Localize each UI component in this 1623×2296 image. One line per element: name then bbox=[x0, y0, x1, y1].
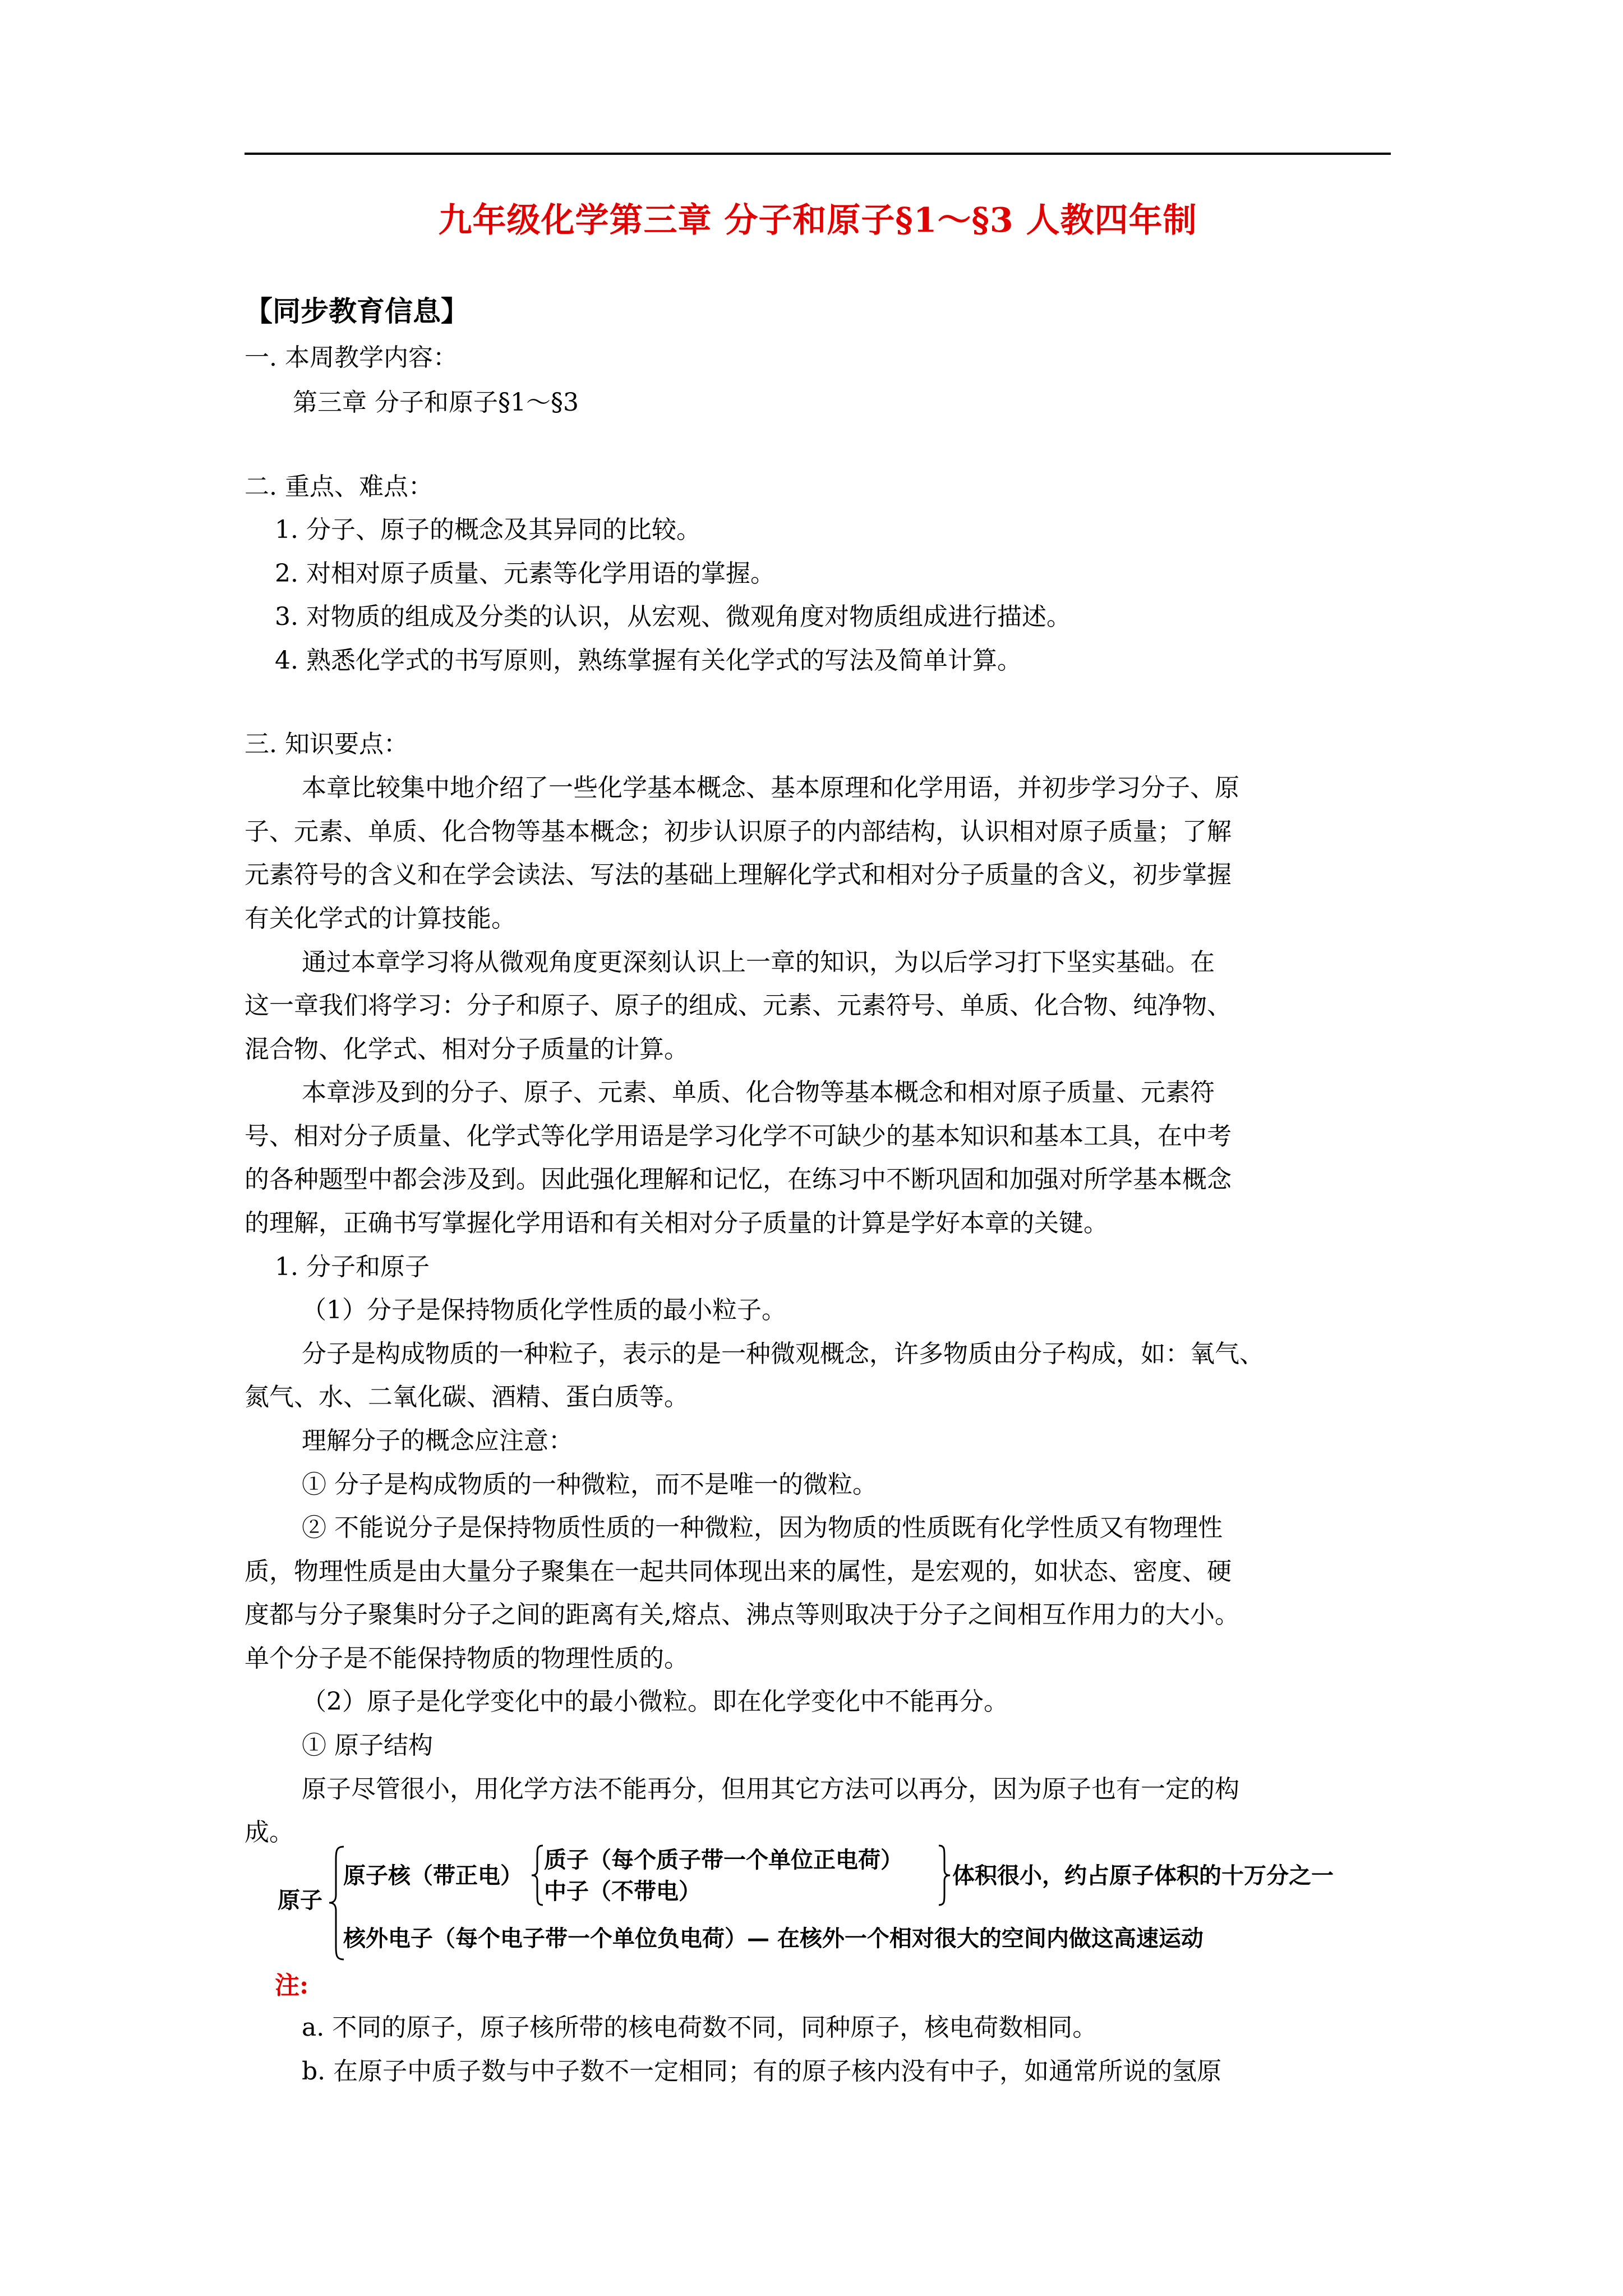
atom-definition: （2）原子是化学变化中的最小微粒。即在化学变化中不能再分。 bbox=[302, 1687, 1008, 1716]
para-4-line: 氮气、水、二氧化碳、酒精、蛋白质等。 bbox=[245, 1383, 689, 1411]
right-brace bbox=[938, 1844, 951, 1906]
para-3-line: 本章涉及到的分子、原子、元素、单质、化合物等基本概念和相对原子质量、元素符 bbox=[302, 1078, 1215, 1107]
para-4-line: 分子是构成物质的一种粒子，表示的是一种微观概念，许多物质由分子构成，如：氧气、 bbox=[302, 1340, 1264, 1368]
para-1-line: 子、元素、单质、化合物等基本概念；初步认识原子的内部结构，认识相对原子质量；了解 bbox=[245, 817, 1232, 846]
molecule-definition: （1）分子是保持物质化学性质的最小粒子。 bbox=[302, 1296, 786, 1324]
left-brace-inner bbox=[531, 1844, 544, 1906]
diagram-proton: 质子（每个质子带一个单位正电荷） bbox=[544, 1847, 903, 1873]
note-2-line: 单个分子是不能保持物质的物理性质的。 bbox=[245, 1644, 689, 1673]
key-point-4: 4. 熟悉化学式的书写原则，熟练掌握有关化学式的写法及简单计算。 bbox=[275, 646, 1022, 675]
section-3-heading: 三. 知识要点： bbox=[245, 730, 408, 758]
para-1-line: 元素符号的含义和在学会读法、写法的基础上理解化学式和相对分子质量的含义，初步掌握 bbox=[245, 861, 1232, 889]
key-point-2: 2. 对相对原子质量、元素等化学用语的掌握。 bbox=[275, 559, 775, 588]
note-b: b. 在原子中质子数与中子数不一定相同；有的原子核内没有中子，如通常所说的氢原 bbox=[302, 2057, 1222, 2086]
header-rule bbox=[245, 153, 1391, 155]
para-3-line: 的理解，正确书写掌握化学用语和有关相对分子质量的计算是学好本章的关键。 bbox=[245, 1209, 1108, 1237]
note-2-line: ② 不能说分子是保持物质性质的一种微粒，因为物质的性质既有化学性质又有物理性 bbox=[302, 1513, 1223, 1542]
notes-label: 注: bbox=[275, 1971, 309, 2000]
note-intro: 理解分子的概念应注意： bbox=[302, 1427, 573, 1455]
note-2-line: 度都与分子聚集时分子之间的距离有关,熔点、沸点等则取决于分子之间相互作用力的大小。 bbox=[245, 1600, 1239, 1629]
section-header: 【同步教育信息】 bbox=[245, 295, 469, 328]
para-6-line: 原子尽管很小，用化学方法不能再分，但用其它方法可以再分，因为原子也有一定的构 bbox=[302, 1775, 1239, 1803]
para-1-line: 本章比较集中地介绍了一些化学基本概念、基本原理和化学用语，并初步学习分子、原 bbox=[302, 774, 1239, 802]
key-point-1: 1. 分子、原子的概念及其异同的比较。 bbox=[275, 516, 701, 544]
document-title: 九年级化学第三章 分子和原子§1～§3 人教四年制 bbox=[438, 201, 1197, 240]
para-1-line: 有关化学式的计算技能。 bbox=[245, 904, 516, 933]
para-2-line: 这一章我们将学习：分子和原子、原子的组成、元素、元素符号、单质、化合物、纯净物、 bbox=[245, 991, 1232, 1020]
subsection-heading: 1. 分子和原子 bbox=[275, 1253, 430, 1281]
para-2-line: 通过本章学习将从微观角度更深刻认识上一章的知识，为以后学习打下坚实基础。在 bbox=[302, 948, 1215, 977]
atom-structure-heading: ① 原子结构 bbox=[302, 1731, 433, 1760]
diagram-neutron: 中子（不带电） bbox=[544, 1878, 701, 1904]
left-brace-outer bbox=[328, 1846, 345, 1961]
diagram-volume-note: 体积很小，约占原子体积的十万分之一 bbox=[952, 1862, 1334, 1889]
para-3-line: 的各种题型中都会涉及到。因此强化理解和记忆，在练习中不断巩固和加强对所学基本概念 bbox=[245, 1165, 1232, 1194]
section-2-heading: 二. 重点、难点： bbox=[245, 472, 433, 501]
key-point-3: 3. 对物质的组成及分类的认识，从宏观、微观角度对物质组成进行描述。 bbox=[275, 602, 1071, 631]
diagram-root-atom: 原子 bbox=[278, 1887, 322, 1913]
note-a: a. 不同的原子，原子核所带的核电荷数不同，同种原子，核电荷数相同。 bbox=[302, 2013, 1098, 2042]
section-1-heading: 一. 本周教学内容： bbox=[245, 343, 458, 372]
para-2-line: 混合物、化学式、相对分子质量的计算。 bbox=[245, 1035, 689, 1064]
diagram-electron: 核外电子（每个电子带一个单位负电荷）— 在核外一个相对很大的空间内做这高速运动 bbox=[343, 1925, 1204, 1952]
note-1: ① 分子是构成物质的一种微粒，而不是唯一的微粒。 bbox=[302, 1470, 877, 1499]
para-3-line: 号、相对分子质量、化学式等化学用语是学习化学不可缺少的基本知识和基本工具，在中考 bbox=[245, 1122, 1232, 1151]
note-2-line: 质，物理性质是由大量分子聚集在一起共同体现出来的属性，是宏观的，如状态、密度、硬 bbox=[245, 1557, 1232, 1586]
diagram-nucleus: 原子核（带正电） bbox=[343, 1862, 523, 1889]
section-1-content: 第三章 分子和原子§1～§3 bbox=[293, 388, 579, 417]
para-6-line: 成。 bbox=[245, 1818, 294, 1847]
